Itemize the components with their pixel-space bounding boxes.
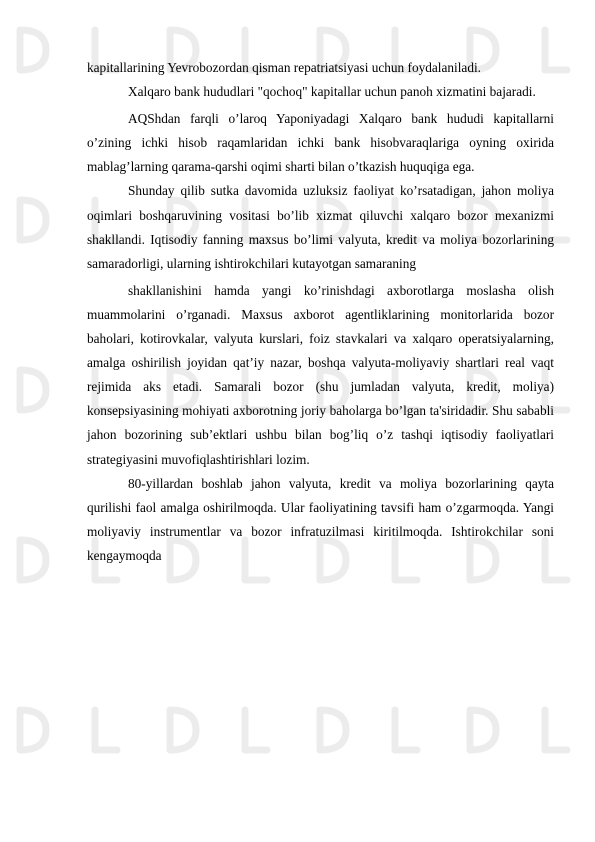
paragraph-4: Shunday qilib sutka davomida uzluksiz faoliyat ko’rsatadigan, jahon moliya oqimlari boshqaruvining vositasi bo’lib xizmat qiluvchi xalqaro bozor mexanizmi shakllandi. Iqtisodiy fanning maxsus bo’limi valyuta, kredit va moliya bozorlarining samaradorligi, ularning ishtirokchilari kutayotgan samaraning — [87, 183, 554, 271]
paragraph-1: kapitallarining Yevrobozordan qisman repatriatsiyasi uchun foydalaniladi. — [87, 60, 482, 75]
paragraph-3: AQShdan farqli o’laroq Yaponiyadagi Xalqaro bank hududi kapitallarni o’zining ichki hisob raqamlaridan ichki bank hisobvaraqlariga oyning oxirida mablag’larning qarama-qarshi oqimi sharti bilan o’tkazish huquqiga ega. — [87, 111, 554, 175]
paragraph-5: shakllanishini hamda yangi ko’rinishdagi axborotlarga moslasha olish muammolarini o’rganadi. Maxsus axborot agentliklarining monitorlarida bozor baholari, kotirovkalar, valyuta kurslari, foiz stavkalari va xalqaro operatsiyalarning, amalga oshirilish joyidan qat’iy nazar, boshqa valyuta-moliyaviy shartlari real vaqt rejimida aks etadi. Samarali bozor (shu jumladan valyuta, kredit, moliya) konsepsiyasining mohiyati axborotning joriy baholarga bo’lgan ta'siridadir. Shu sababli jahon bozorining sub’ektlari ushbu bilan bog’liq o’z tashqi iqtisodiy faoliyatlari strategiyasini muvofiqlashtirishlari lozim. — [87, 282, 554, 467]
paragraph-2: Xalqaro bank hududlari "qochoq" kapitallar uchun panoh xizmatini bajaradi. — [128, 84, 536, 100]
paragraph-6: 80-yillardan boshlab jahon valyuta, kredit va moliya bozorlarining qayta qurilishi faol amalga oshirilmoqda. Ular faoliyatining tavsifi ham o’zgarmoqda. Yangi moliyaviy instrumentlar va bozor infratuzilmasi kiritilmoqda. Ishtirokchilar soni kengaymoqda — [87, 475, 554, 563]
document-body — [87, 56, 554, 568]
